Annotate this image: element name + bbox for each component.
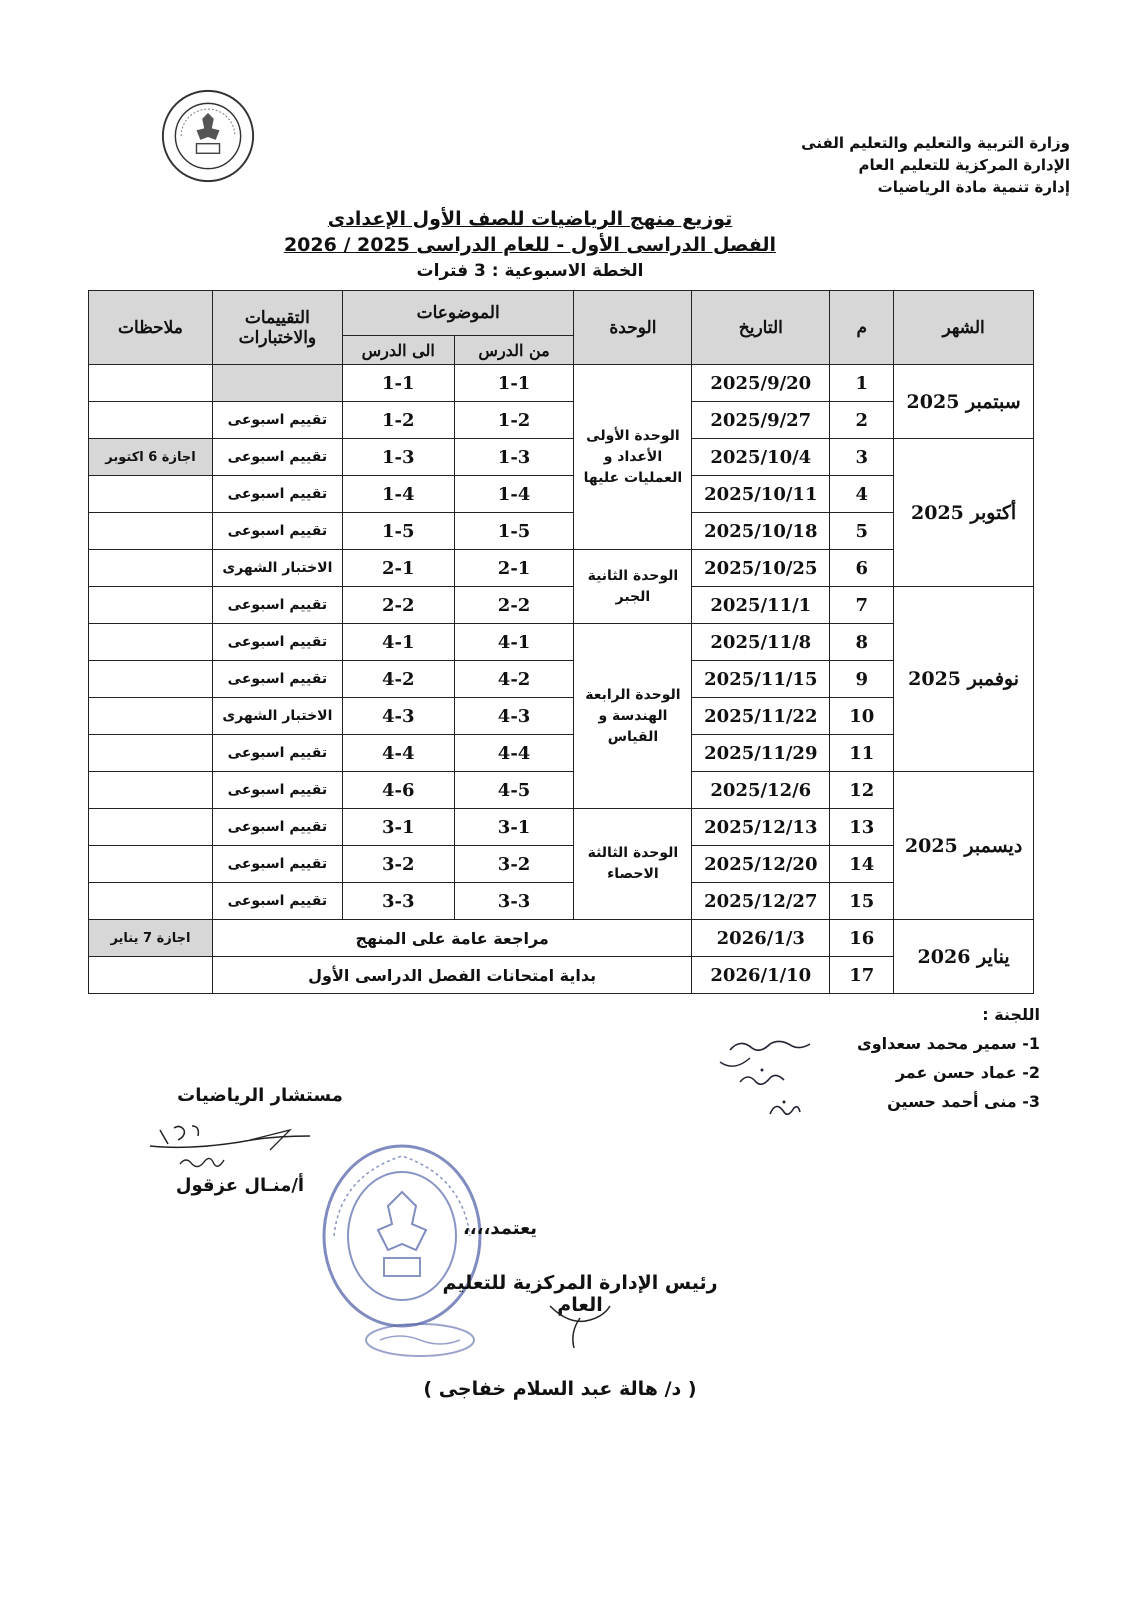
date-cell: 2025/11/8 bbox=[692, 624, 830, 661]
advisor-title: مستشار الرياضيات bbox=[177, 1085, 343, 1106]
table-row bbox=[89, 439, 1034, 476]
assess-cell: تقييم اسبوعى bbox=[212, 846, 342, 883]
title-line-3: الخطة الاسبوعية : 3 فترات bbox=[416, 261, 644, 281]
notes-cell bbox=[89, 476, 213, 513]
notes-cell bbox=[89, 698, 213, 735]
num-cell: 6 bbox=[830, 550, 894, 587]
table-row bbox=[89, 624, 1034, 661]
date-cell: 2025/11/1 bbox=[692, 587, 830, 624]
header-unit: الوحدة bbox=[574, 291, 692, 365]
assess-cell: تقييم اسبوعى bbox=[212, 735, 342, 772]
to-cell: 4-2 bbox=[342, 661, 454, 698]
num-cell: 3 bbox=[830, 439, 894, 476]
assess-cell bbox=[212, 365, 342, 402]
date-cell: 2025/11/15 bbox=[692, 661, 830, 698]
merged-cell: بداية امتحانات الفصل الدراسى الأول bbox=[212, 957, 691, 994]
table-row bbox=[89, 846, 1034, 883]
num-cell: 2 bbox=[830, 402, 894, 439]
handwritten-initials-icon bbox=[700, 1022, 820, 1132]
num-cell: 10 bbox=[830, 698, 894, 735]
notes-cell bbox=[89, 883, 213, 920]
merged-cell: مراجعة عامة على المنهج bbox=[212, 920, 691, 957]
assess-cell: تقييم اسبوعى bbox=[212, 772, 342, 809]
title-line-1: توزيع منهج الرياضيات للصف الأول الإعدادى bbox=[327, 208, 733, 230]
table-row bbox=[89, 513, 1034, 550]
date-cell: 2025/11/22 bbox=[692, 698, 830, 735]
to-cell: 4-4 bbox=[342, 735, 454, 772]
date-cell: 2025/12/27 bbox=[692, 883, 830, 920]
month-cell: يناير 2026 bbox=[894, 920, 1034, 994]
ministry-line: وزارة التربية والتعليم والتعليم الفنى bbox=[801, 134, 1070, 152]
num-cell: 16 bbox=[830, 920, 894, 957]
num-cell: 8 bbox=[830, 624, 894, 661]
date-cell: 2026/1/10 bbox=[692, 957, 830, 994]
assess-cell: الاختبار الشهرى bbox=[212, 698, 342, 735]
date-cell: 2026/1/3 bbox=[692, 920, 830, 957]
from-cell: 2-2 bbox=[454, 587, 574, 624]
from-cell: 3-3 bbox=[454, 883, 574, 920]
to-cell: 4-3 bbox=[342, 698, 454, 735]
table-row bbox=[89, 772, 1034, 809]
unit-cell: الوحدة الثانية الجبر bbox=[574, 550, 692, 624]
unit-cell: الوحدة الثالثة الاحصاء bbox=[574, 809, 692, 920]
to-cell: 1-1 bbox=[342, 365, 454, 402]
notes-cell: اجازة 7 يناير bbox=[89, 920, 213, 957]
to-cell: 3-1 bbox=[342, 809, 454, 846]
from-cell: 2-1 bbox=[454, 550, 574, 587]
table-row bbox=[89, 735, 1034, 772]
header-from: من الدرس bbox=[454, 336, 574, 365]
notes-cell bbox=[89, 735, 213, 772]
assess-cell: تقييم اسبوعى bbox=[212, 513, 342, 550]
to-cell: 4-6 bbox=[342, 772, 454, 809]
table-row bbox=[89, 957, 1034, 994]
official-stamp-icon bbox=[310, 1140, 490, 1370]
num-cell: 9 bbox=[830, 661, 894, 698]
committee-member: 2- عماد حسن عمر bbox=[895, 1063, 1040, 1082]
ministry-logo-icon bbox=[160, 88, 256, 184]
table-row bbox=[89, 661, 1034, 698]
table-row bbox=[89, 402, 1034, 439]
to-cell: 1-2 bbox=[342, 402, 454, 439]
date-cell: 2025/10/25 bbox=[692, 550, 830, 587]
header-month: الشهر bbox=[894, 291, 1034, 365]
to-cell: 1-3 bbox=[342, 439, 454, 476]
notes-cell bbox=[89, 957, 213, 994]
unit-cell: الوحدة الرابعة الهندسة و القياس bbox=[574, 624, 692, 809]
notes-cell bbox=[89, 587, 213, 624]
from-cell: 1-5 bbox=[454, 513, 574, 550]
committee-member: 1- سمير محمد سعداوى bbox=[857, 1034, 1040, 1053]
table-row bbox=[89, 698, 1034, 735]
header-topics: الموضوعات bbox=[342, 291, 574, 336]
ministry-line: الإدارة المركزية للتعليم العام bbox=[858, 156, 1070, 174]
notes-cell bbox=[89, 624, 213, 661]
date-cell: 2025/9/27 bbox=[692, 402, 830, 439]
assess-cell: تقييم اسبوعى bbox=[212, 883, 342, 920]
table-row bbox=[89, 920, 1034, 957]
assess-cell: تقييم اسبوعى bbox=[212, 587, 342, 624]
from-cell: 4-4 bbox=[454, 735, 574, 772]
from-cell: 4-3 bbox=[454, 698, 574, 735]
assess-cell: تقييم اسبوعى bbox=[212, 439, 342, 476]
unit-cell: الوحدة الأولى الأعداد و العمليات عليها bbox=[574, 365, 692, 550]
notes-cell bbox=[89, 550, 213, 587]
month-cell: أكتوبر 2025 bbox=[894, 439, 1034, 587]
table-row bbox=[89, 587, 1034, 624]
director-title: رئيس الإدارة المركزية للتعليم العام bbox=[442, 1272, 718, 1316]
assess-cell: الاختبار الشهرى bbox=[212, 550, 342, 587]
assess-cell: تقييم اسبوعى bbox=[212, 661, 342, 698]
date-cell: 2025/12/20 bbox=[692, 846, 830, 883]
date-cell: 2025/9/20 bbox=[692, 365, 830, 402]
date-cell: 2025/12/13 bbox=[692, 809, 830, 846]
curriculum-table bbox=[88, 290, 1034, 994]
to-cell: 1-5 bbox=[342, 513, 454, 550]
table-row bbox=[89, 365, 1034, 402]
from-cell: 1-4 bbox=[454, 476, 574, 513]
from-cell: 4-5 bbox=[454, 772, 574, 809]
notes-cell bbox=[89, 772, 213, 809]
from-cell: 4-1 bbox=[454, 624, 574, 661]
document-titles bbox=[270, 206, 790, 284]
month-cell: نوفمبر 2025 bbox=[894, 587, 1034, 772]
director-name: ( د/ هالة عبد السلام خفاجى ) bbox=[423, 1378, 697, 1400]
header-to: الى الدرس bbox=[342, 336, 454, 365]
date-cell: 2025/11/29 bbox=[692, 735, 830, 772]
from-cell: 1-3 bbox=[454, 439, 574, 476]
director-signature-icon bbox=[520, 1296, 640, 1356]
month-cell: ديسمبر 2025 bbox=[894, 772, 1034, 920]
title-line-2: الفصل الدراسى الأول - للعام الدراسى 2025 / 2026 bbox=[283, 234, 777, 256]
to-cell: 3-2 bbox=[342, 846, 454, 883]
approval-label: يعتمد،،،، bbox=[462, 1218, 538, 1239]
notes-cell bbox=[89, 365, 213, 402]
from-cell: 3-1 bbox=[454, 809, 574, 846]
from-cell: 3-2 bbox=[454, 846, 574, 883]
from-cell: 1-1 bbox=[454, 365, 574, 402]
assess-cell: تقييم اسبوعى bbox=[212, 809, 342, 846]
ministry-header bbox=[730, 132, 1070, 198]
notes-cell bbox=[89, 809, 213, 846]
to-cell: 2-1 bbox=[342, 550, 454, 587]
to-cell: 1-4 bbox=[342, 476, 454, 513]
num-cell: 15 bbox=[830, 883, 894, 920]
notes-cell bbox=[89, 846, 213, 883]
table-row bbox=[89, 883, 1034, 920]
num-cell: 17 bbox=[830, 957, 894, 994]
advisor-name: أ/منـال عزقول bbox=[175, 1175, 305, 1196]
num-cell: 12 bbox=[830, 772, 894, 809]
num-cell: 1 bbox=[830, 365, 894, 402]
header-date: التاريخ bbox=[692, 291, 830, 365]
date-cell: 2025/10/18 bbox=[692, 513, 830, 550]
num-cell: 4 bbox=[830, 476, 894, 513]
to-cell: 4-1 bbox=[342, 624, 454, 661]
notes-cell bbox=[89, 661, 213, 698]
assess-cell: تقييم اسبوعى bbox=[212, 624, 342, 661]
assess-cell: تقييم اسبوعى bbox=[212, 402, 342, 439]
num-cell: 13 bbox=[830, 809, 894, 846]
committee-block bbox=[620, 1000, 1040, 1116]
table-row bbox=[89, 550, 1034, 587]
ministry-line: إدارة تنمية مادة الرياضيات bbox=[877, 178, 1070, 196]
num-cell: 14 bbox=[830, 846, 894, 883]
committee-label: اللجنة : bbox=[982, 1005, 1040, 1024]
header-assess: التقييمات والاختبارات bbox=[212, 291, 342, 365]
num-cell: 7 bbox=[830, 587, 894, 624]
month-cell: سبتمبر 2025 bbox=[894, 365, 1034, 439]
from-cell: 4-2 bbox=[454, 661, 574, 698]
committee-member: 3- منى أحمد حسين bbox=[887, 1092, 1040, 1111]
date-cell: 2025/10/4 bbox=[692, 439, 830, 476]
from-cell: 1-2 bbox=[454, 402, 574, 439]
date-cell: 2025/12/6 bbox=[692, 772, 830, 809]
header-num: م bbox=[830, 291, 894, 365]
table-row bbox=[89, 476, 1034, 513]
assess-cell: تقييم اسبوعى bbox=[212, 476, 342, 513]
date-cell: 2025/10/11 bbox=[692, 476, 830, 513]
num-cell: 11 bbox=[830, 735, 894, 772]
notes-cell: اجازة 6 اكتوبر bbox=[89, 439, 213, 476]
header-notes: ملاحظات bbox=[89, 291, 213, 365]
num-cell: 5 bbox=[830, 513, 894, 550]
notes-cell bbox=[89, 513, 213, 550]
to-cell: 2-2 bbox=[342, 587, 454, 624]
table-row bbox=[89, 809, 1034, 846]
to-cell: 3-3 bbox=[342, 883, 454, 920]
notes-cell bbox=[89, 402, 213, 439]
